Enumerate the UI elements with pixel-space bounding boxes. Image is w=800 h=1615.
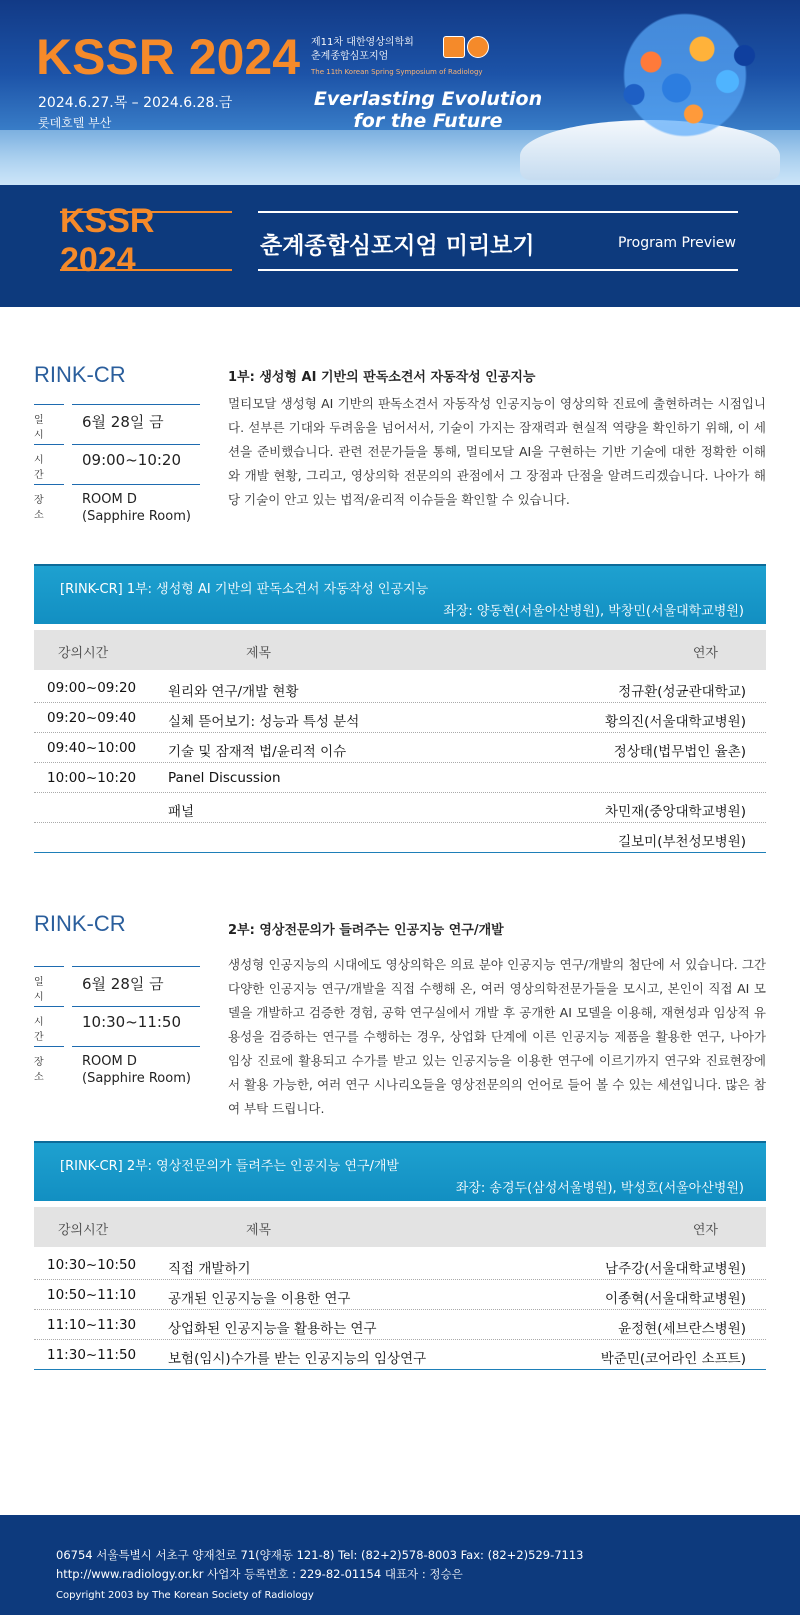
session-table-title: [RINK-CR] 2부: 영상전문의가 들려주는 인공지능 연구/개발	[60, 1159, 399, 1174]
slogan-line2: for the Future	[353, 110, 503, 132]
event-venue: 롯데호텔 부산	[38, 116, 112, 130]
footer-address: 06754 서울특별시 서초구 양재천로 71(양재동 121-8) Tel: (82+2)578-8003 Fax: (82+2)529-7113	[56, 1548, 584, 1562]
col-title-header: 제목	[246, 646, 272, 661]
table-row	[34, 703, 766, 733]
row-speaker: 정상태(법무법인 율촌)	[613, 744, 746, 760]
table-row	[34, 673, 766, 703]
table-row	[34, 1340, 766, 1370]
row-title: 패널	[168, 804, 195, 820]
col-time-header: 강의시간	[58, 1223, 109, 1238]
preview-title: 춘계종합심포지엄 미리보기	[260, 233, 535, 259]
preview-title-box	[258, 211, 738, 271]
footer-website-info: http://www.radiology.or.kr 사업자 등록번호 : 229-82-01154 대표자 : 정승은	[56, 1567, 463, 1581]
date-label: 일 시	[34, 966, 64, 1002]
session-section-1	[34, 362, 766, 862]
row-title: Panel Discussion	[168, 770, 281, 786]
program-preview-header	[0, 185, 800, 307]
event-dates: 2024.6.27.목 – 2024.6.28.금	[38, 95, 233, 111]
row-time: 10:30~10:50	[47, 1257, 137, 1273]
table-row	[34, 1250, 766, 1280]
info-date-row	[34, 966, 200, 1002]
row-title: 기술 및 잠재적 법/윤리적 이슈	[168, 744, 347, 760]
event-title: KSSR 2024	[36, 29, 301, 85]
row-speaker: 차민재(중앙대학교병원)	[605, 804, 746, 820]
row-speaker: 이종혁(서울대학교병원)	[605, 1291, 746, 1307]
session-description-title: 2부: 영상전문의가 들려주는 인공지능 연구/개발	[228, 923, 504, 938]
room-subname: (Sapphire Room)	[82, 509, 191, 524]
table-row	[34, 823, 766, 853]
place-label: 장 소	[34, 1046, 64, 1082]
date-value: 6월 28일 금	[72, 404, 200, 440]
row-time: 09:00~09:20	[47, 680, 137, 696]
slogan-line1: Everlasting Evolution	[313, 88, 543, 110]
event-subtitle-line1: 제11차 대한영상의학회	[311, 37, 414, 48]
table-row	[34, 763, 766, 793]
session-table-header	[34, 1141, 766, 1201]
society-logo	[443, 36, 491, 62]
flower-tree-illustration	[600, 10, 770, 140]
session-description: 멀티모달 생성형 AI 기반의 판독소견서 자동작성 인공지능이 영상의학 진료에 출현하려는 시점입니다. 섣부른 기대와 두려움을 넘어서서, 기술이 가지는 잠재력과 현실적 역량을 확인하기 위해, 이 세션을 준비했습니다. 관련 전문가들을 통해, 멀티모달 AI을 구현하는 기반 기술에 대한 정확한 이해와 개발 현황, 그리고, 영상의학 전문의의 관점에서 그 장점과 단점을 알려드리겠습니다. 나아가 해당 기술이 안고 있는 법적/윤리적 이슈들을 확인할 수 있습니다.	[228, 396, 766, 507]
row-title: 원리와 연구/개발 현황	[168, 684, 299, 700]
row-title: 보험(임시)수가를 받는 인공지능의 임상연구	[168, 1351, 427, 1367]
info-time-row	[34, 1006, 200, 1042]
row-time: 10:50~11:10	[47, 1287, 137, 1303]
session-description-title: 1부: 생성형 AI 기반의 판독소견서 자동작성 인공지능	[228, 370, 536, 385]
info-time-row	[34, 444, 200, 480]
table-row	[34, 1310, 766, 1340]
row-speaker: 윤정현(세브란스병원)	[618, 1321, 746, 1337]
time-value: 10:30~11:50	[72, 1006, 200, 1042]
row-time: 10:00~10:20	[47, 770, 137, 786]
track-title: RINK-CR	[34, 362, 126, 387]
date-value: 6월 28일 금	[72, 966, 200, 1002]
preview-brand: KSSR 2024	[60, 211, 232, 271]
row-time: 11:30~11:50	[47, 1347, 137, 1363]
session-section-2	[34, 911, 766, 1376]
place-label: 장 소	[34, 484, 64, 520]
row-speaker: 남주강(서울대학교병원)	[605, 1261, 746, 1277]
row-time: 09:40~10:00	[47, 740, 137, 756]
event-subtitle-english: The 11th Korean Spring Symposium of Radiology	[311, 68, 483, 76]
hero-banner	[0, 0, 800, 185]
row-time: 11:10~11:30	[47, 1317, 137, 1333]
track-title: RINK-CR	[34, 911, 126, 936]
row-title: 직접 개발하기	[168, 1261, 251, 1277]
col-time-header: 강의시간	[58, 646, 109, 661]
room-name: ROOM D	[82, 492, 137, 507]
room-name: ROOM D	[82, 1054, 137, 1069]
table-row	[34, 733, 766, 763]
info-place-row	[34, 1046, 200, 1096]
preview-subtitle: Program Preview	[617, 235, 736, 251]
event-subtitle	[311, 36, 414, 64]
logo-mark-icon	[443, 36, 465, 58]
col-speaker-header: 연자	[692, 646, 718, 661]
col-title-header: 제목	[246, 1223, 272, 1238]
col-speaker-header: 연자	[692, 1223, 718, 1238]
time-value: 09:00~10:20	[72, 444, 200, 480]
time-label: 시 간	[34, 444, 64, 480]
session-description: 생성형 인공지능의 시대에도 영상의학은 의료 분야 인공지능 연구/개발의 첨단에 서 있습니다. 그간 다양한 인공지능 연구/개발을 직접 수행해 온, 여러 영상의학전문가들을 모시고, 본인이 직접 AI 모델을 개발하고 검증한 경험, 공학 연구실에서 개발 후 공개한 AI 모델을 이용해, 재현성과 임상적 유용성을 검증하는 연구를 수행하는 경우, 상업화 단계에 이른 인공지능 제품을 활용한 연구, 나아가 임상 진료에 활용되고 수가를 받고 있는 인공지능을 이용한 연구에 이르기까지 연구와 진료현장에서 활용 가능한, 여러 연구 시나리오들을 영상전문의의 언어로 들어 볼 수 있는 세션입니다. 많은 참여 부탁 드립니다.	[228, 957, 766, 1116]
time-label: 시 간	[34, 1006, 64, 1042]
row-speaker: 황의진(서울대학교병원)	[605, 714, 746, 730]
session-table-header	[34, 564, 766, 624]
room-subname: (Sapphire Room)	[82, 1071, 191, 1086]
logo-seal-icon	[467, 36, 489, 58]
place-value	[72, 1046, 200, 1096]
footer	[0, 1515, 800, 1615]
slogan	[308, 88, 548, 132]
row-title: 공개된 인공지능을 이용한 연구	[168, 1291, 351, 1307]
table-row	[34, 1280, 766, 1310]
event-subtitle-line2: 춘계종합심포지엄	[311, 51, 389, 62]
place-value	[72, 484, 200, 534]
table-column-header	[34, 630, 766, 670]
row-time: 09:20~09:40	[47, 710, 137, 726]
table-row	[34, 793, 766, 823]
row-speaker: 박준민(코어라인 소프트)	[600, 1351, 746, 1367]
footer-copyright: Copyright 2003 by The Korean Society of Radiology	[56, 1590, 314, 1601]
row-title: 상업화된 인공지능을 활용하는 연구	[168, 1321, 377, 1337]
row-speaker: 길보미(부천성모병원)	[618, 834, 746, 850]
row-speaker: 정규환(성균관대학교)	[618, 684, 746, 700]
info-place-row	[34, 484, 200, 534]
session-table-title: [RINK-CR] 1부: 생성형 AI 기반의 판독소견서 자동작성 인공지능	[60, 582, 429, 597]
info-date-row	[34, 404, 200, 440]
session-chairs: 좌장: 송경두(삼성서울병원), 박성호(서울아산병원)	[455, 1181, 744, 1196]
row-title: 실체 뜯어보기: 성능과 특성 분석	[168, 714, 360, 730]
table-column-header	[34, 1207, 766, 1247]
session-chairs: 좌장: 양동현(서울아산병원), 박창민(서울대학교병원)	[443, 604, 744, 619]
date-label: 일 시	[34, 404, 64, 440]
